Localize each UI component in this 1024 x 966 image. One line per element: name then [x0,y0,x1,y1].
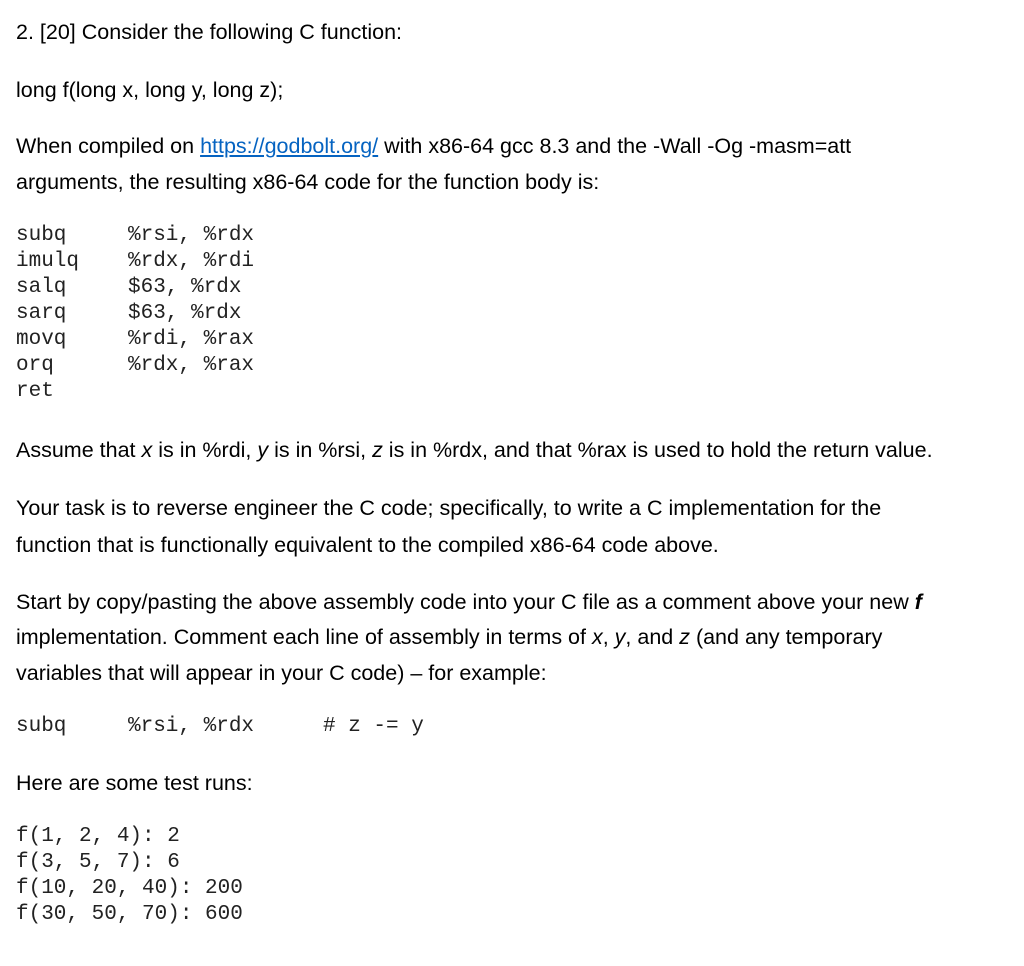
var-x: x [591,625,603,649]
var-z: z [372,438,383,462]
var-x: x [141,438,153,462]
assume-paragraph [16,432,933,468]
start-text: , and [625,625,680,649]
start-text: , [602,625,615,649]
asm-args: %rdx, %rax [128,354,255,377]
compile-line-2: arguments, the resulting x86-64 code for the function body is: [16,170,600,194]
assume-text: Assume that [16,438,142,462]
asm-op: sarq [16,302,67,325]
asm-line [16,275,254,301]
asm-line [16,301,254,327]
asm-op: movq [16,328,67,351]
compile-text-b: with x86-64 gcc 8.3 and the -Wall -Og -masm=att [384,134,852,158]
start-text: implementation. Comment each line of assembly in terms of [16,625,592,649]
asm-args: %rdi, %rax [128,328,255,351]
start-text: (and any temporary [689,625,883,649]
start-line-1 [16,584,922,620]
start-line-3: variables that will appear in your C code) – for example: [16,661,547,685]
test-runs-list [16,824,243,928]
start-line-2 [16,619,882,655]
var-y: y [257,438,269,462]
test-run: f(3, 5, 7): 6 [16,851,180,874]
test-runs-intro: Here are some test runs: [16,771,253,795]
start-text: Start by copy/pasting the above assembly code into your C file as a comment above your new [16,590,915,614]
assembly-listing [16,223,254,405]
function-prototype: long f(long x, long y, long z); [16,78,284,102]
asm-op: salq [16,276,67,299]
godbolt-link[interactable]: https://godbolt.org/ [200,134,379,158]
question-number: 2. [20] [16,20,76,44]
asm-line [16,223,254,249]
asm-line [16,327,254,353]
assume-text: is in %rdx, and that %rax is used to hold the return value. [382,438,933,462]
example-comment: # z -= y [323,715,424,738]
test-run: f(10, 20, 40): 200 [16,877,243,900]
var-z: z [679,625,690,649]
question-intro: Consider the following C function: [81,20,403,44]
task-line-1: Your task is to reverse engineer the C code; specifically, to write a C implementation for the [16,496,882,520]
asm-args: $63, %rdx [128,302,242,325]
asm-line [16,353,254,379]
assume-text: is in %rdi, [152,438,258,462]
asm-args: %rdx, %rdi [128,250,255,273]
function-name-f: f [914,590,922,614]
test-run: f(30, 50, 70): 600 [16,903,243,926]
asm-line [16,379,254,405]
test-run: f(1, 2, 4): 2 [16,825,180,848]
var-y: y [614,625,626,649]
asm-op: imulq [16,250,80,273]
asm-args: $63, %rdx [128,276,242,299]
task-line-2: function that is functionally equivalent to the compiled x86-64 code above. [16,533,719,557]
example-asm-line [16,714,424,740]
asm-op: ret [16,380,54,403]
example-args: %rsi, %rdx [128,715,255,738]
question-heading [16,14,402,50]
asm-line [16,249,254,275]
asm-op: orq [16,354,54,377]
asm-op: subq [16,224,67,247]
example-op: subq [16,715,67,738]
compile-text-a: When compiled on [16,134,195,158]
asm-args: %rsi, %rdx [128,224,255,247]
compile-line-1 [16,128,851,164]
assume-text: is in %rsi, [268,438,373,462]
